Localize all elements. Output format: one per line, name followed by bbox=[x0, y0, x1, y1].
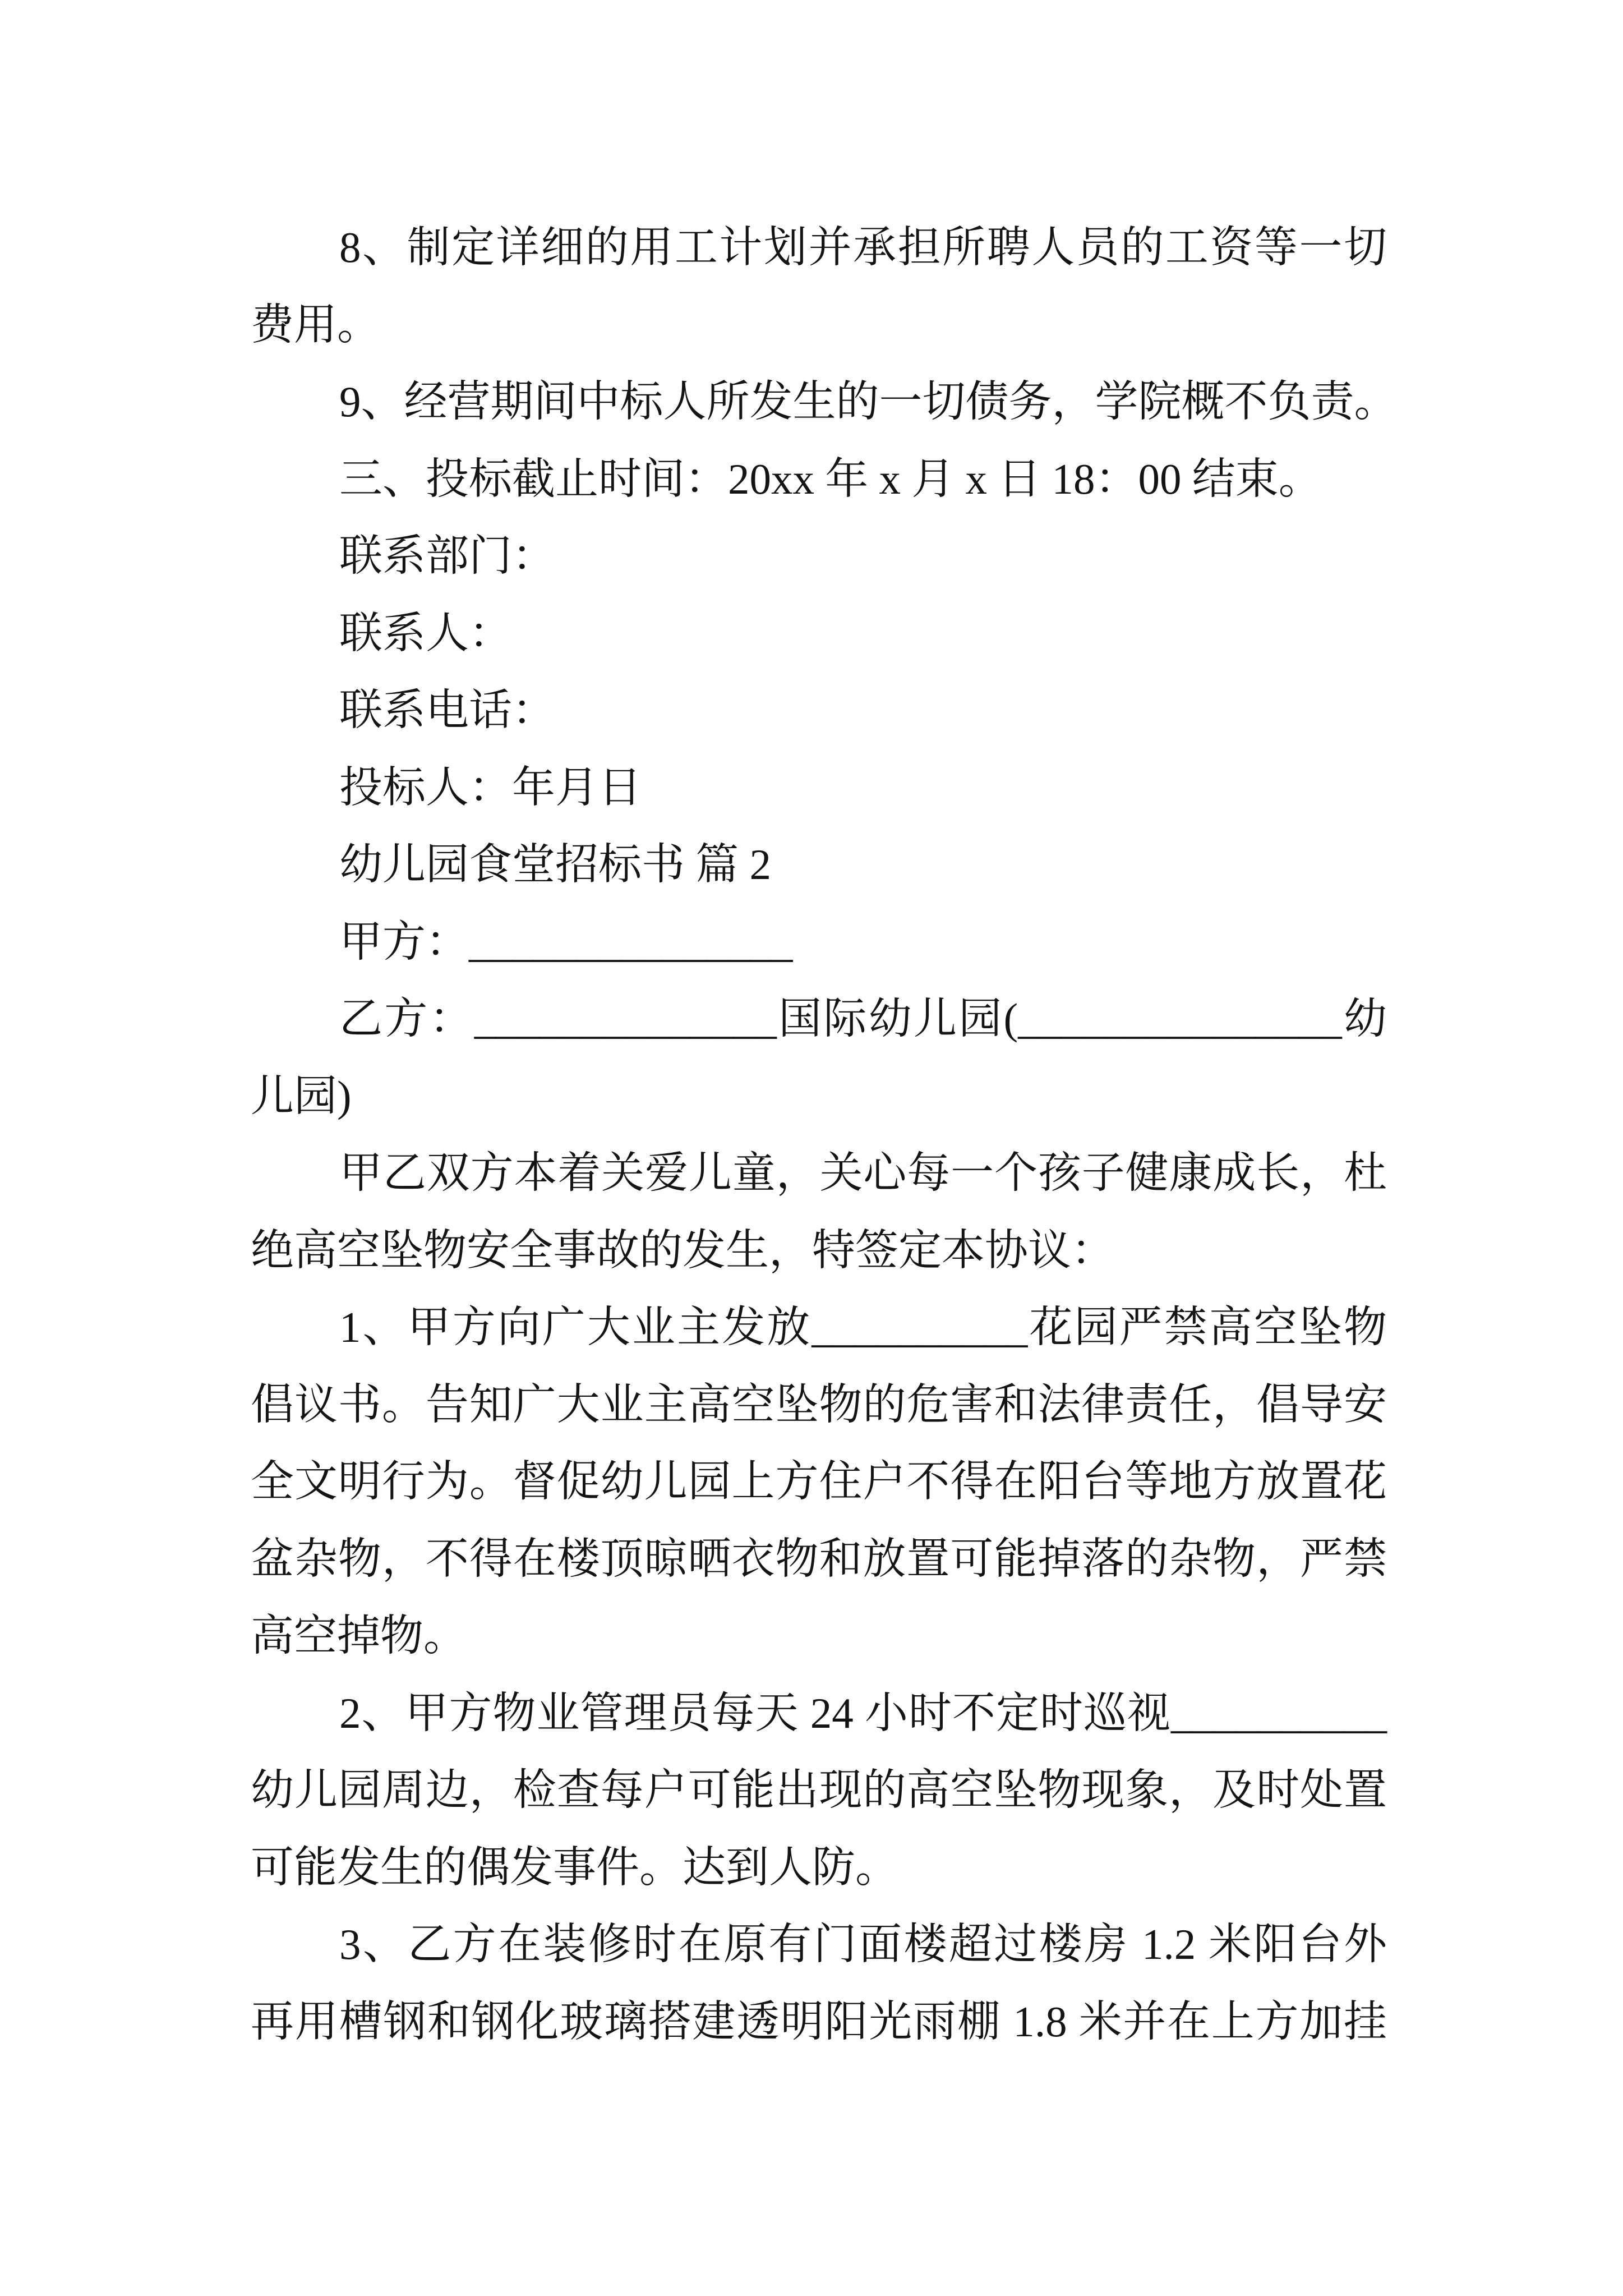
bidder-date-line: 投标人：年月日 bbox=[339, 763, 642, 812]
clause-3-text: 3、乙方在装修时在原有门面楼超过楼房 1.2 米阳台外 bbox=[339, 1920, 1387, 1968]
clause-3-text: 再用槽钢和钢化玻璃搭建透明阳光雨棚 1.8 米并在上方加挂 bbox=[251, 1997, 1387, 2046]
document-body bbox=[251, 209, 1398, 2060]
contact-phone-label: 联系电话： bbox=[339, 686, 555, 734]
clause-1-text: 盆杂物，不得在楼顶晾晒衣物和放置可能掉落的杂物，严禁 bbox=[251, 1534, 1387, 1583]
party-b-line: 乙方：______________国际幼儿园(_______________幼 bbox=[339, 995, 1387, 1043]
clause-1-text: 1、甲方向广大业主发放__________花园严禁高空坠物 bbox=[339, 1303, 1387, 1351]
agreement-intro: 绝高空坠物安全事故的发生，特签定本协议： bbox=[251, 1226, 1114, 1274]
clause-1-text: 高空掉物。 bbox=[251, 1612, 467, 1660]
contact-department-label: 联系部门： bbox=[339, 532, 555, 580]
party-a-line: 甲方：_______________ bbox=[339, 917, 793, 966]
clause-8-text: 8、制定详细的用工计划并承担所聘人员的工资等一切 bbox=[339, 223, 1387, 272]
clause-8-text: 费用。 bbox=[251, 300, 380, 349]
bid-deadline-text: 三、投标截止时间：20xx 年 x 月 x 日 18：00 结束。 bbox=[339, 454, 1322, 503]
clause-2-text: 幼儿园周边，检查每户可能出现的高空坠物现象，及时处置 bbox=[251, 1766, 1387, 1814]
clause-2-text: 2、甲方物业管理员每天 24 小时不定时巡视__________ bbox=[339, 1688, 1387, 1737]
contact-person-label: 联系人： bbox=[339, 609, 512, 657]
agreement-intro: 甲乙双方本着关爱儿童，关心每一个孩子健康成长，杜 bbox=[339, 1149, 1387, 1197]
clause-9-text: 9、经营期间中标人所发生的一切债务，学院概不负责。 bbox=[339, 378, 1398, 426]
section-title: 幼儿园食堂招标书 篇 2 bbox=[339, 840, 771, 889]
party-b-line: 儿园) bbox=[251, 1071, 352, 1120]
clause-1-text: 倡议书。告知广大业主高空坠物的危害和法律责任，倡导安 bbox=[251, 1380, 1387, 1429]
clause-1-text: 全文明行为。督促幼儿园上方住户不得在阳台等地方放置花 bbox=[251, 1457, 1387, 1506]
clause-2-text: 可能发生的偶发事件。达到人防。 bbox=[251, 1843, 898, 1892]
